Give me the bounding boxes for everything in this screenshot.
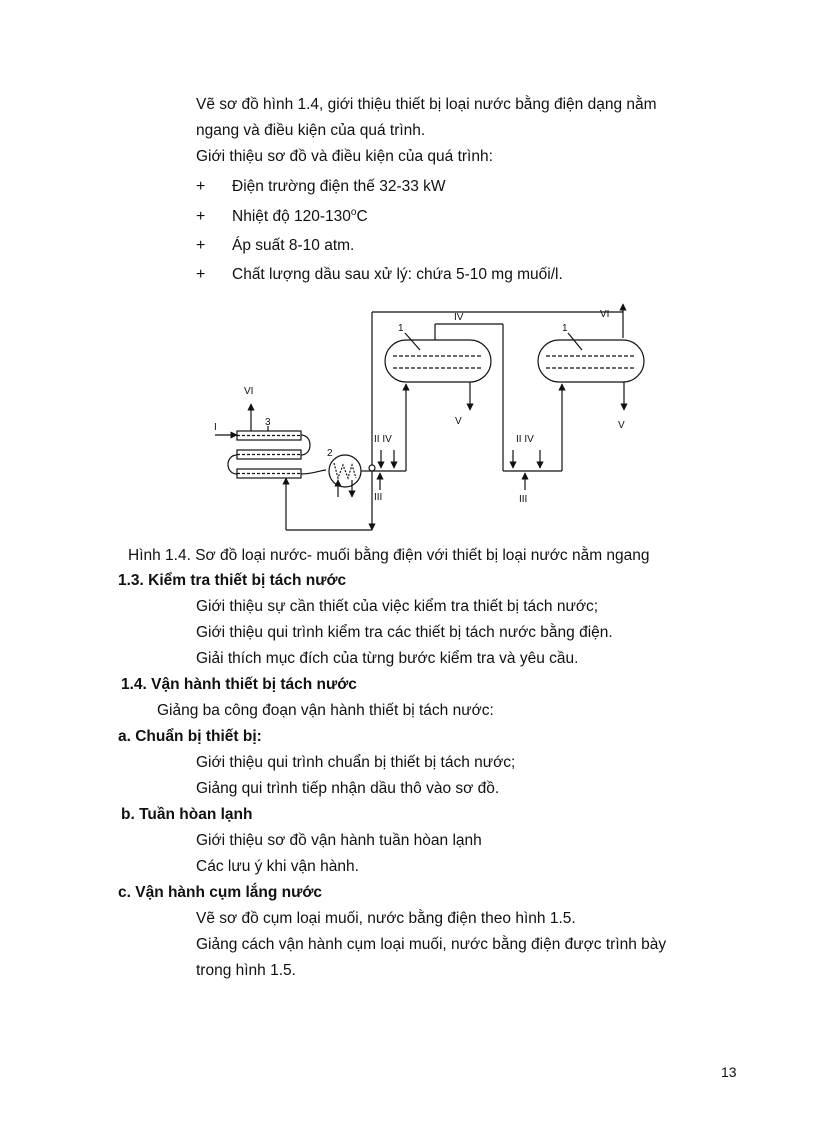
s13-line-1: Giới thiệu sự cần thiết của việc kiểm tra thiết bị tách nước; (196, 598, 599, 615)
sc-line-2: Giảng cách vận hành cụm loại muối, nước bằng điện được trình bày (196, 936, 667, 953)
label-VI-left: VI (244, 386, 254, 397)
settler-vessel-1 (385, 340, 491, 382)
label-III-1: III (374, 492, 383, 503)
heading-b: b. Tuần hòan lạnh (121, 806, 253, 823)
bullet-plus-1: + (196, 178, 206, 195)
label-3: 3 (265, 417, 271, 428)
temperature-text: Nhiệt độ 120-130 (232, 208, 351, 225)
label-V-left: V (455, 416, 462, 427)
sb-line-1: Giới thiệu sơ đồ vận hành tuần hòan lạnh (196, 832, 482, 849)
bullet-quality: Chất lượng dầu sau xử lý: chứa 5-10 mg muối/l. (232, 266, 563, 283)
label-II-IV-1: II IV (374, 434, 392, 445)
label-1-right: 1 (562, 323, 568, 334)
sb-line-2: Các lưu ý khi vận hành. (196, 858, 359, 875)
sc-line-3: trong hình 1.5. (196, 962, 296, 979)
label-VI-right: VI (600, 309, 610, 320)
heading-1-3: 1.3. Kiểm tra thiết bị tách nước (118, 572, 347, 589)
label-I: I (214, 422, 217, 433)
heading-1-4: 1.4. Vận hành thiết bị tách nước (121, 676, 357, 693)
sa-line-2: Giảng qui trình tiếp nhận dầu thô vào sơ đồ. (196, 780, 500, 797)
bullet-pressure: Áp suất 8-10 atm. (232, 237, 355, 254)
label-IV-top: IV (454, 312, 464, 323)
label-V-right: V (618, 420, 625, 431)
label-II-IV-2: II IV (516, 434, 534, 445)
heading-a: a. Chuẩn bị thiết bị: (118, 728, 262, 745)
heading-c: c. Vận hành cụm lắng nước (118, 884, 322, 901)
process-diagram (205, 300, 665, 540)
label-2: 2 (327, 448, 333, 459)
page-number: 13 (721, 1064, 737, 1080)
label-1-left: 1 (398, 323, 404, 334)
bullet-temperature (232, 207, 368, 229)
s14-line-1: Giảng ba công đoạn vận hành thiết bị tách nước: (157, 702, 494, 719)
bullet-voltage: Điện trường điện thế 32-33 kW (232, 178, 446, 195)
s13-line-2: Giới thiệu qui trình kiểm tra các thiết bị tách nước bằng điện. (196, 624, 613, 641)
figure-caption: Hình 1.4. Sơ đồ loại nước- muối bằng điện với thiết bị loại nước nằm ngang (128, 547, 650, 564)
bullet-plus-4: + (196, 266, 206, 283)
degree-sup: o (350, 207, 357, 218)
label-III-2: III (519, 494, 528, 505)
sc-line-1: Vẽ sơ đồ cụm loại muối, nước bằng điện theo hình 1.5. (196, 910, 576, 927)
intro-line-3: Giới thiệu sơ đồ và điều kiện của quá trình: (196, 148, 493, 165)
settler-vessel-2 (538, 340, 644, 382)
bullet-plus-2: + (196, 208, 206, 225)
temperature-unit: C (356, 208, 368, 225)
s13-line-3: Giải thích mục đích của từng bước kiểm tra và yêu cầu. (196, 650, 579, 667)
sa-line-1: Giới thiệu qui trình chuẩn bị thiết bị tách nước; (196, 754, 516, 771)
bullet-plus-3: + (196, 237, 206, 254)
intro-line-2: ngang và điều kiện của quá trình. (196, 122, 426, 139)
intro-line-1: Vẽ sơ đồ hình 1.4, giới thiệu thiết bị loại nước bằng điện dạng nằm (196, 96, 657, 113)
